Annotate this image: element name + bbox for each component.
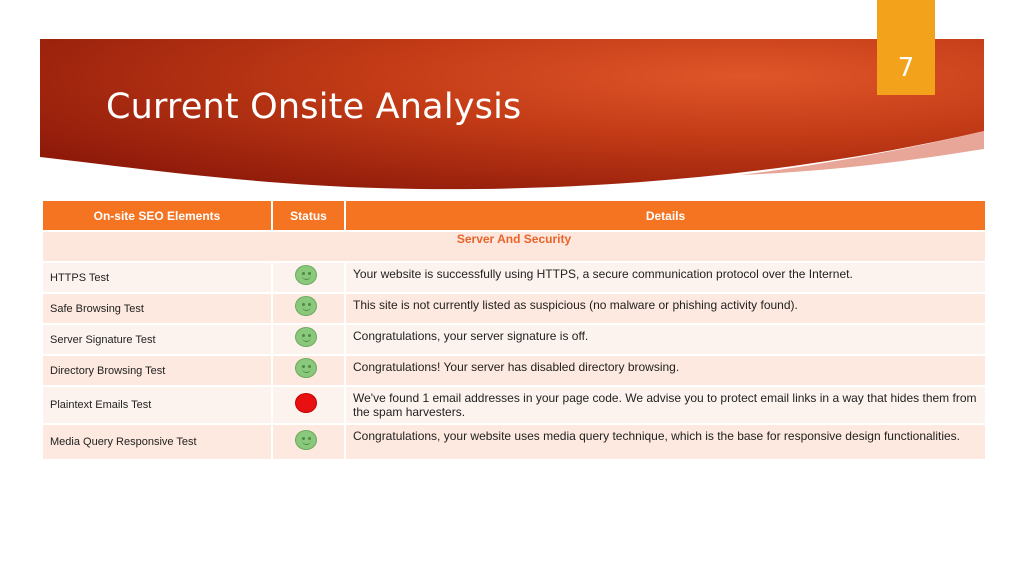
details-text: Your website is successfully using HTTPS, a secure communication protocol over the Internet.	[345, 262, 986, 293]
element-name: Media Query Responsive Test	[42, 424, 272, 460]
status-cell	[272, 355, 345, 386]
status-cell	[272, 424, 345, 460]
section-label: Server And Security	[42, 231, 986, 262]
fail-circle-icon	[295, 393, 317, 413]
table-row	[42, 424, 986, 460]
table-row	[42, 355, 986, 386]
status-cell	[272, 262, 345, 293]
table-header-row	[42, 200, 986, 231]
header-status: Status	[272, 200, 345, 231]
header-details: Details	[345, 200, 986, 231]
details-text: We've found 1 email addresses in your page code. We advise you to protect email links in a way that hides them from the spam harvesters.	[345, 386, 986, 424]
pass-smiley-icon	[295, 327, 317, 347]
table-row	[42, 324, 986, 355]
details-text: Congratulations, your server signature is off.	[345, 324, 986, 355]
table-row	[42, 386, 986, 424]
table-row	[42, 293, 986, 324]
page-number: 7	[897, 53, 915, 83]
pass-smiley-icon	[295, 265, 317, 285]
header-elements: On-site SEO Elements	[42, 200, 272, 231]
seo-analysis-table	[41, 199, 987, 461]
pass-smiley-icon	[295, 358, 317, 378]
status-cell	[272, 293, 345, 324]
pass-smiley-icon	[295, 296, 317, 316]
status-cell	[272, 324, 345, 355]
section-row	[42, 231, 986, 262]
pass-smiley-icon	[295, 430, 317, 450]
page-number-tab	[877, 0, 935, 95]
details-text: This site is not currently listed as suspicious (no malware or phishing activity found).	[345, 293, 986, 324]
page-title: Current Onsite Analysis	[106, 87, 522, 127]
details-text: Congratulations! Your server has disabled directory browsing.	[345, 355, 986, 386]
table-row	[42, 262, 986, 293]
element-name: Safe Browsing Test	[42, 293, 272, 324]
status-cell	[272, 386, 345, 424]
element-name: HTTPS Test	[42, 262, 272, 293]
details-text: Congratulations, your website uses media query technique, which is the base for responsive design functionalities.	[345, 424, 986, 460]
element-name: Directory Browsing Test	[42, 355, 272, 386]
element-name: Plaintext Emails Test	[42, 386, 272, 424]
element-name: Server Signature Test	[42, 324, 272, 355]
